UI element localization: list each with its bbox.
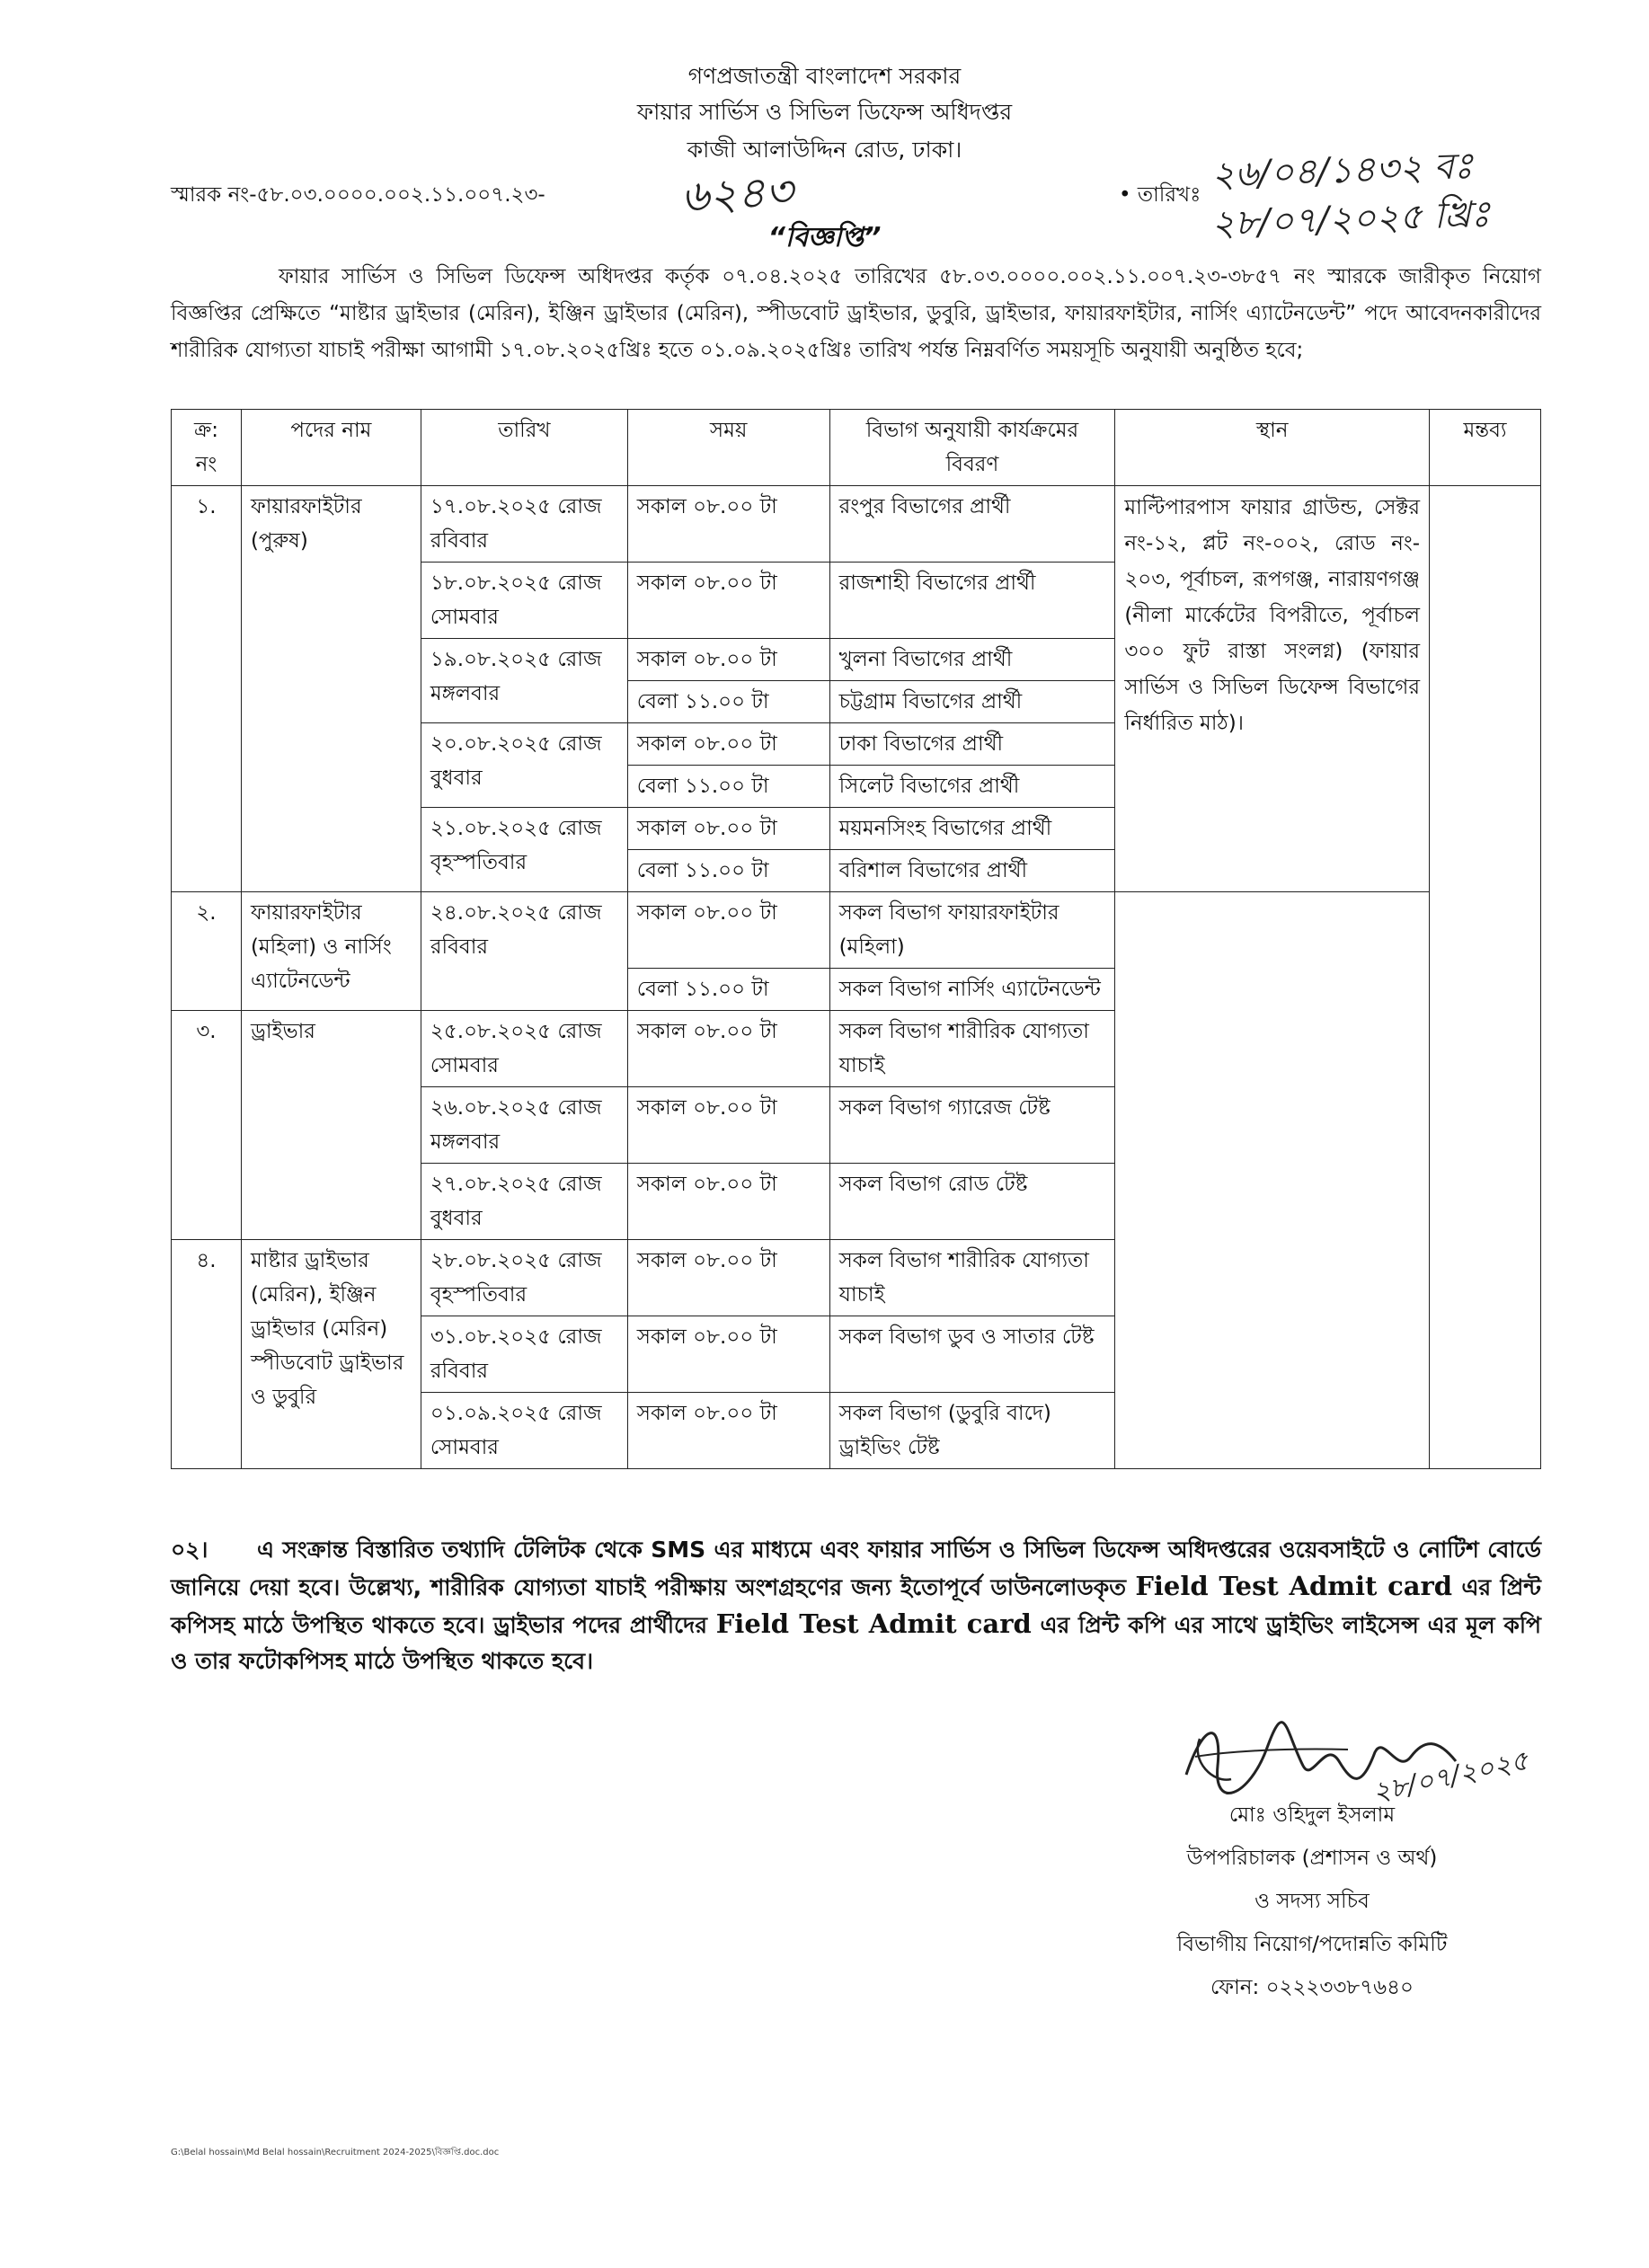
- activity-cell: রংপুর বিভাগের প্রার্থী: [829, 486, 1115, 563]
- date-cell: ২১.০৮.২০২৫ রোজ বৃহস্পতিবার: [421, 808, 627, 892]
- closing-text-part-1: এ সংক্রান্ত বিস্তারিত তথ্যাদি টেলিটক থেকে SMS এর মাধ্যমে এবং ফায়ার সার্ভিস ও সিভিল ডিফেন্স অধিদপ্তরের ওয়েবসাইটে ও নোটিশ বোর্ডে জানিয়ে দেয়া হবে। উল্লেখ্য, শারীরিক যোগ্যতা যাচাই পরীক্ষায় অংশগ্রহণের জন্য ইতোপূর্বে ডাউনলোডকৃত: [171, 1537, 1541, 1600]
- activity-cell: বরিশাল বিভাগের প্রার্থী: [829, 850, 1115, 892]
- date-cell: ২৭.০৮.২০২৫ রোজ বুধবার: [421, 1164, 627, 1240]
- date-cell: ০১.০৯.২০২৫ রোজ সোমবার: [421, 1393, 627, 1469]
- org-name-line-2: ফায়ার সার্ভিস ও সিভিল ডিফেন্স অধিদপ্তর: [636, 99, 1013, 125]
- header-activity: বিভাগ অনুযায়ী কার্যক্রমের বিবরণ: [829, 410, 1115, 486]
- activity-cell: ময়মনসিংহ বিভাগের প্রার্থী: [829, 808, 1115, 850]
- signatory-committee: বিভাগীয় নিয়োগ/পদোন্নতি কমিটি: [1176, 1933, 1448, 1956]
- activity-cell: চট্টগ্রাম বিভাগের প্রার্থী: [829, 681, 1115, 723]
- remarks-cell: [1430, 486, 1541, 1469]
- activity-cell: সকল বিভাগ শারীরিক যোগ্যতা যাচাই: [829, 1240, 1115, 1316]
- org-address: কাজী আলাউদ্দিন রোড, ঢাকা।: [687, 137, 962, 163]
- time-cell: সকাল ০৮.০০ টা: [627, 1011, 829, 1087]
- date-cell: ৩১.০৮.২০২৫ রোজ রবিবার: [421, 1316, 627, 1393]
- closing-text-part-3: এর প্রিন্ট কপি এর সাথে ড্রাইভিং লাইসেন্স এর মূল কপি ও তার ফটোকপিসহ মাঠে উপস্থিত থাকতে হবে।: [171, 1612, 1541, 1674]
- time-cell: বেলা ১১.০০ টা: [627, 969, 829, 1011]
- notice-title: “বিজ্ঞপ্তি”: [767, 222, 882, 253]
- memo-number-handwritten: ৬২৪৩: [679, 165, 794, 223]
- closing-paragraph: [171, 1532, 1541, 1679]
- signatory-name: মোঃ ওহিদুল ইসলাম: [1228, 1803, 1396, 1827]
- table-row: [172, 486, 1541, 563]
- activity-cell: খুলনা বিভাগের প্রার্থী: [829, 639, 1115, 681]
- date-cell: ১৯.০৮.২০২৫ রোজ মঙ্গলবার: [421, 639, 627, 723]
- signatory-designation: উপপরিচালক (প্রশাসন ও অর্থ): [1186, 1847, 1438, 1870]
- signature-date: ২৮/০৭/২০২৫: [1370, 1744, 1528, 1809]
- date-cell: ২৬.০৮.২০২৫ রোজ মঙ্গলবার: [421, 1087, 627, 1164]
- time-cell: সকাল ০৮.০০ টা: [627, 1393, 829, 1469]
- activity-cell: সকল বিভাগ (ডুবুরি বাদে) ড্রাইভিং টেষ্ট: [829, 1393, 1115, 1469]
- date-cell: ২৫.০৮.২০২৫ রোজ সোমবার: [421, 1011, 627, 1087]
- signatory-phone: ফোন: ০২২২৩৩৮৭৬৪০: [1210, 1976, 1414, 1999]
- paragraph-number: ০২।: [171, 1537, 208, 1563]
- table-row: [172, 892, 1541, 969]
- serial-cell: ৩.: [172, 1011, 242, 1240]
- post-cell: মাষ্টার ড্রাইভার (মেরিন), ইঞ্জিন ড্রাইভার (মেরিন) স্পীডবোট ড্রাইভার ও ডুবুরি: [241, 1240, 421, 1469]
- activity-cell: ঢাকা বিভাগের প্রার্থী: [829, 723, 1115, 766]
- admit-card-text-1: Field Test Admit card: [1135, 1571, 1453, 1601]
- closing-text-part-2: এর প্রিন্ট কপিসহ মাঠে উপস্থিত থাকতে হবে। ড্রাইভার পদের প্রার্থীদের: [171, 1574, 1541, 1638]
- time-cell: সকাল ০৮.০০ টা: [627, 892, 829, 969]
- date-cell: ২৮.০৮.২০২৫ রোজ বৃহস্পতিবার: [421, 1240, 627, 1316]
- signatory-member-role: ও সদস্য সচিব: [1254, 1890, 1370, 1913]
- time-cell: সকাল ০৮.০০ টা: [627, 1316, 829, 1393]
- date-gregorian-handwritten: ২৮/০৭/২০২৫ খ্রিঃ: [1210, 193, 1491, 245]
- time-cell: বেলা ১১.০০ টা: [627, 681, 829, 723]
- date-cell: ১৮.০৮.২০২৫ রোজ সোমবার: [421, 563, 627, 639]
- time-cell: সকাল ০৮.০০ টা: [627, 808, 829, 850]
- time-cell: সকাল ০৮.০০ টা: [627, 563, 829, 639]
- post-cell: ফায়ারফাইটার (মহিলা) ও নার্সিং এ্যাটেনডেন্ট: [241, 892, 421, 1011]
- activity-cell: সকল বিভাগ শারীরিক যোগ্যতা যাচাই: [829, 1011, 1115, 1087]
- time-cell: সকাল ০৮.০০ টা: [627, 1087, 829, 1164]
- time-cell: সকাল ০৮.০০ টা: [627, 1164, 829, 1240]
- org-name-line-1: গণপ্রজাতন্ত্রী বাংলাদেশ সরকার: [687, 63, 962, 89]
- time-cell: বেলা ১১.০০ টা: [627, 850, 829, 892]
- activity-cell: সকল বিভাগ ফায়ারফাইটার (মহিলা): [829, 892, 1115, 969]
- activity-cell: সিলেট বিভাগের প্রার্থী: [829, 766, 1115, 808]
- table-header-row: [172, 410, 1541, 486]
- activity-cell: রাজশাহী বিভাগের প্রার্থী: [829, 563, 1115, 639]
- schedule-table: [171, 409, 1541, 1469]
- header-serial: ক্র: নং: [172, 410, 242, 486]
- activity-cell: সকল বিভাগ গ্যারেজ টেষ্ট: [829, 1087, 1115, 1164]
- post-cell: ফায়ারফাইটার (পুরুষ): [241, 486, 421, 892]
- header-post: পদের নাম: [241, 410, 421, 486]
- activity-cell: সকল বিভাগ রোড টেষ্ট: [829, 1164, 1115, 1240]
- date-cell: ২০.০৮.২০২৫ রোজ বুধবার: [421, 723, 627, 808]
- serial-cell: ২.: [172, 892, 242, 1011]
- serial-cell: ৪.: [172, 1240, 242, 1469]
- memo-number-label: স্মারক নং-৫৮.০৩.০০০০.০০২.১১.০০৭.২৩-: [171, 183, 545, 207]
- time-cell: সকাল ০৮.০০ টা: [627, 639, 829, 681]
- header-venue: স্থান: [1115, 410, 1430, 486]
- date-cell: ২৪.০৮.২০২৫ রোজ রবিবার: [421, 892, 627, 1011]
- venue-empty-cell: [1115, 892, 1430, 1469]
- serial-cell: ১.: [172, 486, 242, 892]
- header-remarks: মন্তব্য: [1430, 410, 1541, 486]
- intro-paragraph: ফায়ার সার্ভিস ও সিভিল ডিফেন্স অধিদপ্তর কর্তৃক ০৭.০৪.২০২৫ তারিখের ৫৮.০৩.০০০০.০০২.১১.০০৭.২৩-৩৮৫৭ নং স্মারকে জারীকৃত নিয়োগ বিজ্ঞপ্তির প্রেক্ষিতে “মাষ্টার ড্রাইভার (মেরিন), ইঞ্জিন ড্রাইভার (মেরিন), স্পীডবোট ড্রাইভার, ডুবুরি, ড্রাইভার, ফায়ারফাইটার, নার্সিং এ্যাটেনডেন্ট” পদে আবেদনকারীদের শারীরিক যোগ্যতা যাচাই পরীক্ষা আগামী ১৭.০৮.২০২৫খ্রিঃ হতে ০১.০৯.২০২৫খ্রিঃ তারিখ পর্যন্ত নিম্নবর্ণিত সময়সূচি অনুযায়ী অনুষ্ঠিত হবে;: [171, 265, 1541, 362]
- date-bangla-handwritten: ২৬/০৪/১৪৩২ বঃ: [1210, 145, 1474, 197]
- header-time: সময়: [627, 410, 829, 486]
- time-cell: সকাল ০৮.০০ টা: [627, 486, 829, 563]
- activity-cell: সকল বিভাগ ডুব ও সাতার টেষ্ট: [829, 1316, 1115, 1393]
- admit-card-text-2: Field Test Admit card: [715, 1608, 1032, 1639]
- date-label: • তারিখঃ: [1119, 183, 1201, 207]
- time-cell: সকাল ০৮.০০ টা: [627, 723, 829, 766]
- time-cell: বেলা ১১.০০ টা: [627, 766, 829, 808]
- header-date: তারিখ: [421, 410, 627, 486]
- time-cell: সকাল ০৮.০০ টা: [627, 1240, 829, 1316]
- date-cell: ১৭.০৮.২০২৫ রোজ রবিবার: [421, 486, 627, 563]
- post-cell: ড্রাইভার: [241, 1011, 421, 1240]
- footer-file-path: G:\Belal hossain\Md Belal hossain\Recruitment 2024-2025\বিজ্ঞপ্তি.doc.doc: [171, 2148, 500, 2157]
- activity-cell: সকল বিভাগ নার্সিং এ্যাটেনডেন্ট: [829, 969, 1115, 1011]
- venue-cell: মাল্টিপারপাস ফায়ার গ্রাউন্ড, সেক্টর নং-১২, প্লট নং-০০২, রোড নং- ২০৩, পূর্বাচল, রূপগঞ্জ, নারায়ণগঞ্জ (নীলা মার্কেটের বিপরীতে, পূর্বাচল ৩০০ ফুট রাস্তা সংলগ্ন) (ফায়ার সার্ভিস ও সিভিল ডিফেন্স বিভাগের নির্ধারিত মাঠ)।: [1115, 486, 1430, 892]
